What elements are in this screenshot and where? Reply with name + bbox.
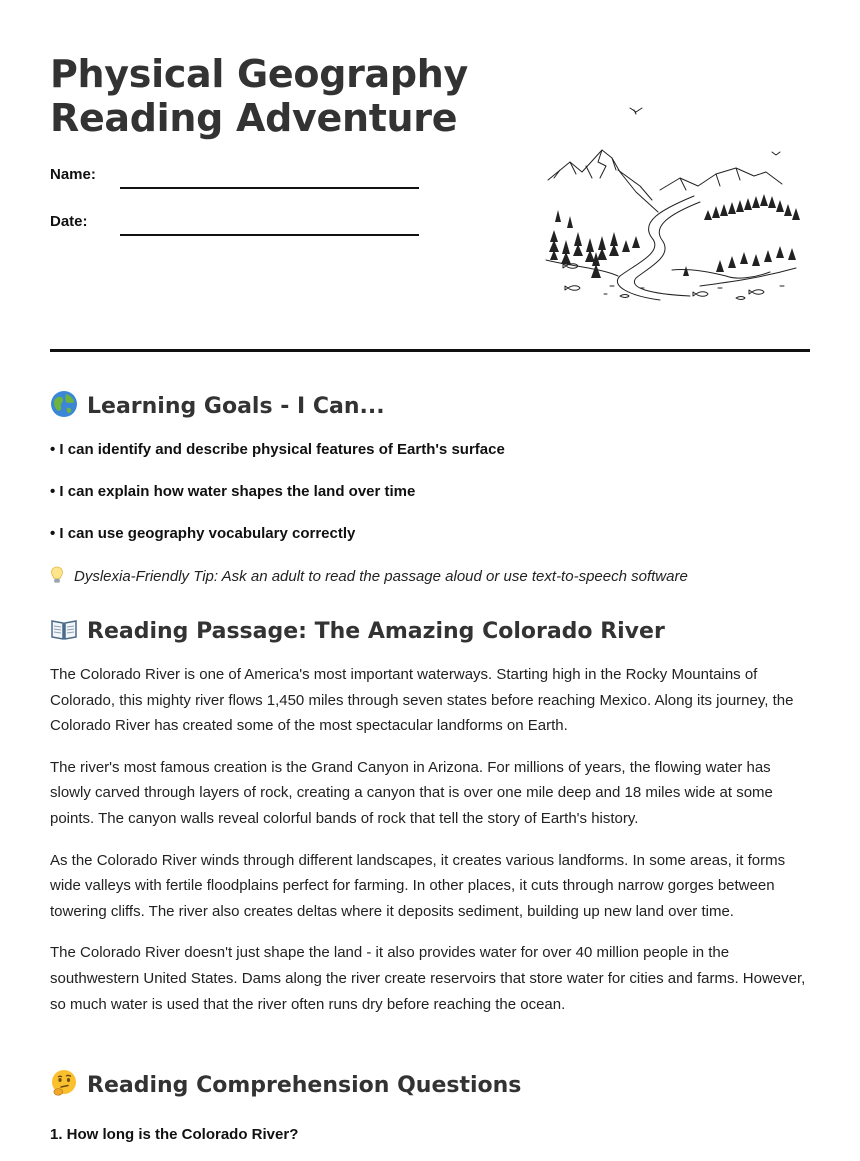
name-field[interactable]	[120, 187, 419, 189]
passage-paragraph-4: The Colorado River doesn't just shape the land - it also provides water for over 40 million people in the southwestern United States. Dams along the river create reservoirs that store water for cities and farms. However, so much water is used that the river often runs dry before reaching the ocean.	[50, 944, 806, 1013]
question-1: 1. How long is the Colorado River?	[50, 1126, 299, 1143]
title-line-2: Reading Adventure	[50, 96, 458, 140]
dyslexia-tip	[50, 566, 688, 585]
title-line-1: Physical Geography	[50, 52, 469, 96]
passage-paragraph-2: The river's most famous creation is the Grand Canyon in Arizona. For millions of years, the flowing water has slowly carved through layers of rock, creating a canyon that is over one mile deep and 18 miles wide at some points. The canyon walls reveal colorful bands of rock that tell the story of Earth's history.	[50, 758, 773, 827]
reading-passage-title: Reading Passage: The Amazing Colorado River	[87, 619, 665, 644]
mountain-river-landscape-icon	[540, 100, 810, 310]
date-label: Date:	[50, 213, 88, 230]
passage-paragraph-1: The Colorado River is one of America's most important waterways. Starting high in the Rocky Mountains of Colorado, this mighty river flows 1,450 miles through seven states before reaching Mexico. Along its journey, the Colorado River has created some of the most spectacular landforms on Earth.	[50, 666, 794, 735]
globe-icon	[50, 390, 78, 418]
date-field[interactable]	[120, 234, 419, 236]
comprehension-questions-heading	[50, 1069, 521, 1098]
open-book-icon	[50, 615, 78, 643]
tip-text: Dyslexia-Friendly Tip: Ask an adult to read the passage aloud or use text-to-speech software	[74, 568, 688, 585]
thinking-face-icon	[50, 1069, 78, 1097]
goal-item-3: • I can use geography vocabulary correctly	[50, 525, 356, 542]
name-label: Name:	[50, 166, 96, 183]
lightbulb-icon	[50, 566, 64, 584]
learning-goals-heading	[50, 390, 385, 419]
passage-paragraph-3: As the Colorado River winds through different landscapes, it creates various landforms. In some areas, it forms wide valleys with fertile floodplains perfect for farming. In other places, it cuts through narrow gorges between towering cliffs. The river also creates deltas where it deposits sediment, building up new land over time.	[50, 851, 786, 920]
learning-goals-title: Learning Goals - I Can...	[87, 394, 385, 419]
reading-passage-heading	[50, 615, 665, 644]
goal-item-2: • I can explain how water shapes the land over time	[50, 483, 416, 500]
worksheet-title	[50, 52, 468, 140]
header-divider	[50, 349, 810, 352]
comprehension-questions-title: Reading Comprehension Questions	[87, 1073, 522, 1098]
reading-passage	[50, 662, 812, 1033]
goal-item-1: • I can identify and describe physical features of Earth's surface	[50, 441, 505, 458]
